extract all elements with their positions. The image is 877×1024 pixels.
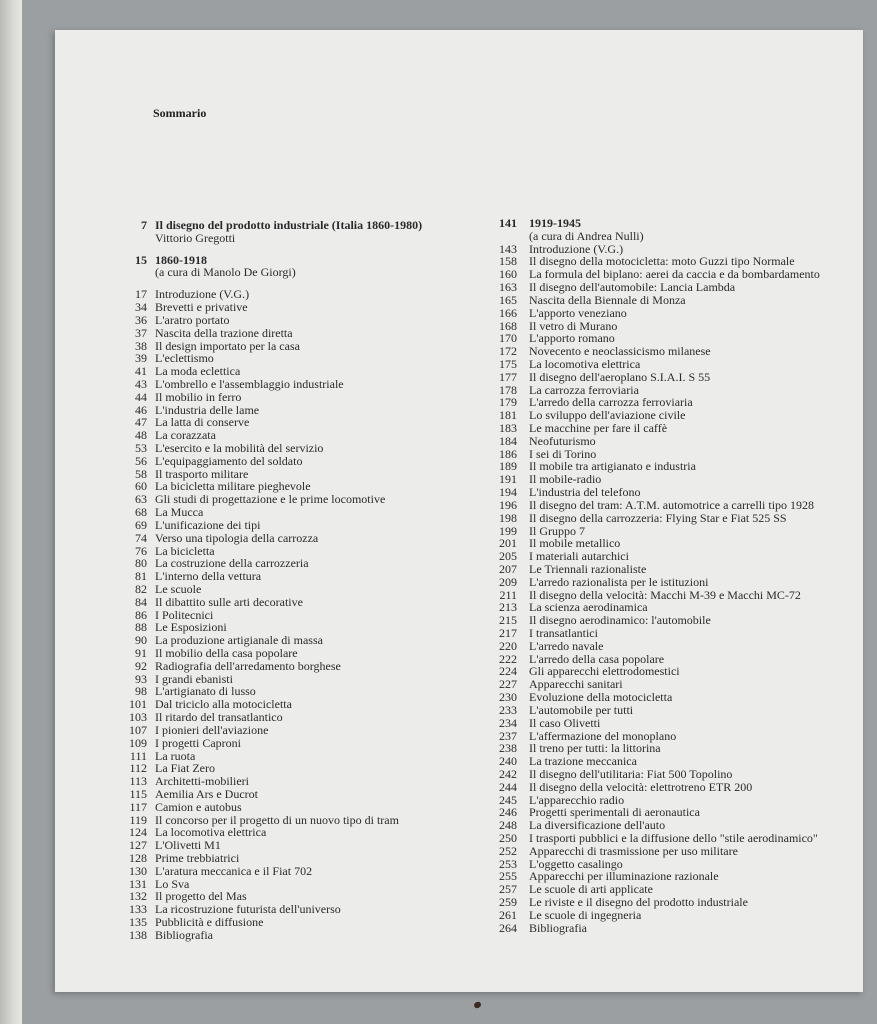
toc-entry-title: Verso una tipologia della carrozza <box>155 530 319 545</box>
toc-page-number: 191 <box>499 472 517 487</box>
toc-entry <box>123 647 473 660</box>
toc-page-number: 47 <box>135 415 147 430</box>
toc-entry-title: La Fiat Zero <box>155 761 215 776</box>
toc-page-number: 38 <box>135 338 147 353</box>
toc-page-number: 253 <box>499 856 517 871</box>
toc-page-number: 119 <box>129 812 147 827</box>
toc-entry <box>123 378 473 391</box>
toc-entry-title: L'arredo razionalista per le istituzioni <box>529 574 709 589</box>
toc-section-title: 1919-1945 <box>529 216 581 230</box>
toc-entry-title: Il disegno del tram: A.T.M. automotrice a carrelli tipo 1928 <box>529 497 815 512</box>
toc-page-number: 60 <box>135 479 147 494</box>
toc-page-number: 44 <box>135 389 147 404</box>
toc-page-number: 128 <box>129 851 147 865</box>
toc-page-number: 41 <box>135 364 147 379</box>
toc-entry-title: Brevetti e privative <box>155 300 248 315</box>
toc-entry-list <box>492 243 872 935</box>
toc-entry-title: Il disegno della carrozzeria: Flying Star e Fiat 525 SS <box>529 510 787 525</box>
toc-entry <box>492 563 872 576</box>
toc-page-number: 48 <box>135 428 147 443</box>
toc-page-number: 58 <box>135 466 147 481</box>
toc-entry-title: Apparecchi sanitari <box>529 677 623 692</box>
toc-entry <box>492 435 872 448</box>
toc-entry <box>492 512 872 525</box>
toc-section-author: Vittorio Gregotti <box>155 230 236 245</box>
toc-entry-title: La corazzata <box>155 428 216 443</box>
toc-page-number: 63 <box>135 492 147 507</box>
toc-entry <box>492 845 872 858</box>
toc-page-number: 175 <box>499 356 517 371</box>
toc-entry-title: Il design importato per la casa <box>155 338 300 353</box>
toc-page-number: 227 <box>499 677 517 692</box>
toc-page-number: 84 <box>135 594 147 609</box>
toc-entry <box>123 455 473 468</box>
toc-entry-title: Il mobile metallico <box>529 536 621 551</box>
toc-page-number: 248 <box>499 818 517 833</box>
toc-entry-title: Le Triennali razionaliste <box>529 561 647 576</box>
toc-page-number: 91 <box>135 646 147 660</box>
toc-entry-title: L'apporto veneziano <box>529 305 627 320</box>
toc-entry <box>492 576 872 589</box>
toc-page-number: 199 <box>499 523 517 538</box>
toc-entry-title: L'aratura meccanica e il Fiat 702 <box>155 863 313 878</box>
toc-entry <box>492 691 872 704</box>
toc-entry-title: Il disegno dell'aeroplano S.I.A.I. S 55 <box>529 369 711 384</box>
toc-page-number: 213 <box>499 600 517 615</box>
toc-entry <box>492 832 872 845</box>
toc-entry <box>492 640 872 653</box>
toc-entry <box>492 281 872 294</box>
toc-entry-title: I sei di Torino <box>529 446 597 461</box>
toc-entry-list <box>123 288 473 941</box>
toc-entry-title: Apparecchi di trasmissione per uso militare <box>529 843 738 858</box>
toc-section-title: 1860-1918 <box>155 252 207 267</box>
toc-entry-title: Il vetro di Murano <box>529 318 618 333</box>
toc-page-number: 92 <box>135 658 147 673</box>
toc-page-number: 186 <box>499 446 517 461</box>
toc-entry-title: L'artigianato di lusso <box>155 684 256 699</box>
toc-entry-title: Il disegno della velocità: Macchi M-39 e Macchi MC-72 <box>529 587 801 602</box>
toc-entry-title: La moda eclettica <box>155 364 241 379</box>
toc-page-number: 82 <box>135 581 147 596</box>
toc-entry <box>123 865 473 878</box>
toc-entry-title: Il mobile-radio <box>529 472 602 487</box>
toc-page-number: 234 <box>499 715 517 730</box>
toc-entry-title: Le macchine per fare il caffè <box>529 421 668 435</box>
toc-entry-title: Nascita della trazione diretta <box>155 325 293 340</box>
toc-entry-title: Il mobilio in ferro <box>155 389 242 404</box>
toc-page-number: 141 <box>499 216 517 230</box>
toc-page-number: 34 <box>135 300 147 315</box>
toc-page-number: 211 <box>499 587 517 602</box>
toc-entry <box>123 852 473 865</box>
toc-page-number: 177 <box>499 369 517 384</box>
toc-entry-title: L'affermazione del monoplano <box>529 728 677 743</box>
toc-entry-title: Progetti sperimentali di aeronautica <box>529 805 700 820</box>
toc-page-number: 15 <box>135 252 147 267</box>
toc-page-number: 133 <box>129 902 147 917</box>
toc-entry-title: Le riviste e il disegno del prodotto industriale <box>529 895 748 910</box>
toc-entry-title: Il mobilio della casa popolare <box>155 646 298 660</box>
toc-page-number: 131 <box>129 876 147 891</box>
toc-entry-title: L'automobile per tutti <box>529 702 634 717</box>
toc-entry-title: Aemilia Ars e Ducrot <box>155 786 258 801</box>
toc-entry-title: Il progetto del Mas <box>155 889 247 904</box>
toc-entry-title: I Politecnici <box>155 607 214 622</box>
toc-entry-title: Camion e autobus <box>155 799 242 814</box>
toc-entry-title: I transatlantici <box>529 626 598 640</box>
toc-entry-title: Architetti-mobilieri <box>155 774 249 789</box>
toc-page-number: 209 <box>499 574 517 589</box>
toc-page-number: 81 <box>135 569 147 584</box>
toc-entry <box>492 768 872 781</box>
toc-entry-title: Le scuole <box>155 581 202 596</box>
toc-entry-title: Introduzione (V.G.) <box>529 241 624 256</box>
toc-entry <box>123 711 473 724</box>
toc-page-number: 181 <box>499 408 517 423</box>
toc-page-number: 103 <box>129 710 147 725</box>
toc-page-number: 244 <box>499 779 517 794</box>
toc-page-number: 172 <box>499 344 517 359</box>
toc-page-number: 201 <box>499 536 517 551</box>
toc-entry-title: La carrozza ferroviaria <box>529 382 639 397</box>
toc-entry-title: La produzione artigianale di massa <box>155 633 323 648</box>
toc-entry-title: Le Esposizioni <box>155 620 227 635</box>
toc-entry-title: Bibliografia <box>155 927 213 942</box>
toc-page-number: 238 <box>499 741 517 756</box>
toc-page-number: 127 <box>129 838 147 853</box>
toc-page-number: 215 <box>499 613 517 628</box>
toc-entry-title: Le scuole di arti applicate <box>529 882 653 897</box>
toc-entry-title: La ruota <box>155 748 196 763</box>
toc-entry-title: I pionieri dell'aviazione <box>155 722 269 737</box>
toc-page-number: 163 <box>499 280 517 295</box>
toc-page-number: 107 <box>129 722 147 737</box>
toc-page-number: 246 <box>499 805 517 820</box>
toc-entry-title: Dal triciclo alla motocicletta <box>155 697 292 712</box>
toc-entry <box>123 916 473 929</box>
toc-entry <box>123 660 473 673</box>
toc-page-number: 115 <box>129 786 147 801</box>
toc-column-right <box>492 217 872 935</box>
toc-page-number: 196 <box>499 497 517 512</box>
toc-entry-title: Lo sviluppo dell'aviazione civile <box>529 408 686 423</box>
toc-page-number: 117 <box>129 799 147 814</box>
toc-entry <box>492 896 872 909</box>
toc-entry-title: La bicicletta militare pieghevole <box>155 479 311 494</box>
toc-page-number: 98 <box>135 684 147 699</box>
toc-page-number: 237 <box>499 728 517 743</box>
toc-entry-title: Il disegno della velocità: elettrotreno ETR 200 <box>529 779 753 794</box>
toc-entry-title: Introduzione (V.G.) <box>155 287 250 302</box>
toc-entry <box>492 294 872 307</box>
toc-entry-title: L'interno della vettura <box>155 569 262 584</box>
toc-page-number: 74 <box>135 530 147 545</box>
toc-page-number: 168 <box>499 318 517 333</box>
toc-entry-title: Bibliografia <box>529 920 587 935</box>
toc-entry-title: La scienza aerodinamica <box>529 600 648 615</box>
toc-entry-title: Pubblicità e diffusione <box>155 915 264 930</box>
toc-entry <box>492 717 872 730</box>
toc-page-number: 56 <box>135 453 147 468</box>
toc-entry-title: Il trasporto militare <box>155 466 249 481</box>
toc-page-number: 189 <box>499 459 517 474</box>
toc-entry-title: Gli apparecchi elettrodomestici <box>529 664 680 679</box>
toc-page-number: 53 <box>135 441 147 455</box>
toc-entry-title: La diversificazione dell'auto <box>529 818 666 833</box>
toc-entry <box>123 596 473 609</box>
toc-entry-title: L'eclettismo <box>155 351 214 366</box>
toc-page-number: 37 <box>135 325 147 340</box>
toc-section-editor: (a cura di Manolo De Giorgi) <box>155 265 296 280</box>
toc-page-number: 46 <box>135 402 147 417</box>
toc-page-number: 240 <box>499 754 517 769</box>
toc-entry <box>492 627 872 640</box>
toc-entry-title: La Mucca <box>155 505 204 520</box>
toc-entry <box>123 301 473 314</box>
toc-entry <box>492 371 872 384</box>
toc-page-number: 86 <box>135 607 147 622</box>
toc-page-number: 36 <box>135 312 147 327</box>
toc-entry <box>123 391 473 404</box>
toc-entry <box>123 442 473 455</box>
toc-page-number: 183 <box>499 421 517 435</box>
toc-entry <box>123 314 473 327</box>
toc-entry-title: La bicicletta <box>155 543 215 558</box>
toc-page-number: 233 <box>499 702 517 717</box>
page-title: Sommario <box>153 106 207 120</box>
toc-page-number: 160 <box>499 267 517 282</box>
toc-entry-title: L'arredo della casa popolare <box>529 651 665 666</box>
toc-entry-title: L'equipaggiamento del soldato <box>155 453 303 468</box>
toc-page-number: 93 <box>135 671 147 686</box>
toc-page-number: 112 <box>129 761 147 776</box>
adjacent-page-edge <box>0 0 22 1024</box>
toc-entry-title: L'apparecchio radio <box>529 792 625 807</box>
toc-entry-title: La latta di conserve <box>155 415 250 430</box>
toc-page-number: 90 <box>135 633 147 648</box>
toc-entry-title: Nascita della Biennale di Monza <box>529 292 686 307</box>
toc-entry <box>492 358 872 371</box>
toc-section-heading <box>123 219 473 232</box>
toc-page-number: 111 <box>129 748 147 763</box>
toc-entry <box>123 929 473 942</box>
toc-page-number: 224 <box>499 664 517 679</box>
toc-entry <box>123 801 473 814</box>
toc-entry-title: L'apporto romano <box>529 331 615 346</box>
toc-column-left <box>123 219 473 942</box>
toc-entry-title: L'unificazione dei tipi <box>155 517 261 532</box>
toc-entry <box>492 307 872 320</box>
toc-entry <box>492 422 872 435</box>
toc-entry <box>123 327 473 340</box>
toc-entry-title: L'industria del telefono <box>529 485 641 500</box>
toc-page-number: 257 <box>499 882 517 897</box>
toc-entry-title: L'oggetto casalingo <box>529 856 623 871</box>
toc-entry-title: Evoluzione della motocicletta <box>529 690 673 705</box>
toc-entry-title: L'Olivetti M1 <box>155 838 221 853</box>
toc-entry-title: Novecento e neoclassicismo milanese <box>529 344 711 359</box>
toc-page-number: 113 <box>129 774 147 789</box>
toc-entry <box>492 704 872 717</box>
toc-page-number: 158 <box>499 254 517 269</box>
toc-page-number: 166 <box>499 305 517 320</box>
toc-entry <box>492 909 872 922</box>
toc-page-number: 217 <box>499 626 517 640</box>
toc-entry-title: I grandi ebanisti <box>155 671 233 686</box>
toc-page-number: 130 <box>129 863 147 878</box>
toc-page-number: 80 <box>135 556 147 571</box>
toc-entry-title: La locomotiva elettrica <box>529 356 641 371</box>
toc-entry-title: Radiografia dell'arredamento borghese <box>155 658 341 673</box>
toc-entry-title: Il caso Olivetti <box>529 715 601 730</box>
toc-entry <box>123 724 473 737</box>
toc-entry <box>123 737 473 750</box>
toc-page-number: 242 <box>499 766 517 781</box>
toc-entry-title: L'ombrello e l'assemblaggio industriale <box>155 376 344 391</box>
toc-page-number: 138 <box>129 927 147 942</box>
toc-page-number: 43 <box>135 376 147 391</box>
toc-entry-title: Il Gruppo 7 <box>529 523 585 538</box>
toc-page-number: 17 <box>135 287 147 302</box>
toc-entry-title: Il disegno dell'utilitaria: Fiat 500 Topolino <box>529 766 733 781</box>
toc-page-number: 69 <box>135 517 147 532</box>
toc-entry-title: Il treno per tutti: la littorina <box>529 741 661 756</box>
toc-entry <box>492 486 872 499</box>
toc-entry-title: Lo Sva <box>155 876 190 891</box>
toc-page-number: 76 <box>135 543 147 558</box>
toc-page-number: 178 <box>499 382 517 397</box>
dust-speck <box>473 1001 482 1009</box>
toc-page-number: 143 <box>499 241 517 256</box>
toc-entry <box>123 519 473 532</box>
toc-entry-title: L'esercito e la mobilità del servizio <box>155 441 324 455</box>
toc-entry-title: L'arredo navale <box>529 638 604 653</box>
toc-entry-title: I trasporti pubblici e la diffusione dello "stile aerodinamico" <box>529 831 818 845</box>
toc-entry-title: La formula del biplano: aerei da caccia e da bombardamento <box>529 267 820 282</box>
toc-section-editor: (a cura di Andrea Nulli) <box>529 228 644 243</box>
toc-page-number: 194 <box>499 485 517 500</box>
toc-page-number: 124 <box>129 825 147 840</box>
toc-entry-title: Il disegno aerodinamico: l'automobile <box>529 613 711 628</box>
toc-page-number: 252 <box>499 843 517 858</box>
toc-page-number: 198 <box>499 510 517 525</box>
toc-page-number: 261 <box>499 907 517 922</box>
toc-page-number: 179 <box>499 395 517 410</box>
book-page <box>55 30 863 992</box>
toc-page-number: 245 <box>499 792 517 807</box>
toc-entry-title: La ricostruzione futurista dell'universo <box>155 902 341 917</box>
toc-page-number: 39 <box>135 351 147 366</box>
toc-entry <box>123 583 473 596</box>
toc-entry-title: La trazione meccanica <box>529 754 637 769</box>
toc-page-number: 259 <box>499 895 517 910</box>
toc-page-number: 255 <box>499 869 517 884</box>
toc-entry-title: Il ritardo del transatlantico <box>155 710 283 725</box>
toc-entry-title: L'arredo della carrozza ferroviaria <box>529 395 693 410</box>
toc-page-number: 250 <box>499 831 517 845</box>
toc-entry-title: Prime trebbiatrici <box>155 851 240 865</box>
toc-page-number: 184 <box>499 433 517 448</box>
toc-page-number: 88 <box>135 620 147 635</box>
toc-entry-title: Il concorso per il progetto di un nuovo tipo di tram <box>155 812 399 827</box>
toc-entry <box>492 922 872 935</box>
toc-entry-title: L'industria delle lame <box>155 402 260 417</box>
toc-page-number: 264 <box>499 920 517 935</box>
toc-page-number: 165 <box>499 292 517 307</box>
toc-entry-title: Apparecchi per illuminazione razionale <box>529 869 719 884</box>
toc-entry <box>123 788 473 801</box>
toc-entry-title: Il dibattito sulle arti decorative <box>155 594 303 609</box>
toc-entry-title: Il disegno della motocicletta: moto Guzzi tipo Normale <box>529 254 795 269</box>
toc-entry-title: Neofuturismo <box>529 433 596 448</box>
toc-page-number: 220 <box>499 638 517 653</box>
toc-entry <box>123 506 473 519</box>
toc-page-number: 109 <box>129 735 147 750</box>
toc-section-heading <box>492 217 872 230</box>
toc-entry-title: La costruzione della carrozzeria <box>155 556 309 571</box>
toc-page-number: 68 <box>135 505 147 520</box>
toc-page-number: 132 <box>129 889 147 904</box>
toc-page-number: 205 <box>499 549 517 564</box>
toc-entry <box>123 532 473 545</box>
toc-page-number: 7 <box>141 218 147 232</box>
toc-page-number: 207 <box>499 561 517 576</box>
toc-page-number: 222 <box>499 651 517 666</box>
toc-page-number: 101 <box>129 697 147 712</box>
toc-page-number: 230 <box>499 690 517 705</box>
toc-entry-title: Gli studi di progettazione e le prime locomotive <box>155 492 386 507</box>
toc-page-number: 135 <box>129 915 147 930</box>
toc-entry-title: I progetti Caproni <box>155 735 241 750</box>
toc-entry-title: Il mobile tra artigianato e industria <box>529 459 696 474</box>
toc-entry-title: Il disegno dell'automobile: Lancia Lambda <box>529 280 736 295</box>
toc-entry-title: Le scuole di ingegneria <box>529 907 642 922</box>
toc-entry <box>492 499 872 512</box>
toc-entry-title: I materiali autarchici <box>529 549 629 564</box>
toc-page-number: 170 <box>499 331 517 346</box>
toc-entry-title: La locomotiva elettrica <box>155 825 267 840</box>
toc-entry-title: L'aratro portato <box>155 312 230 327</box>
toc-section-title: Il disegno del prodotto industriale (Italia 1860-1980) <box>155 218 423 232</box>
toc-entry <box>492 781 872 794</box>
